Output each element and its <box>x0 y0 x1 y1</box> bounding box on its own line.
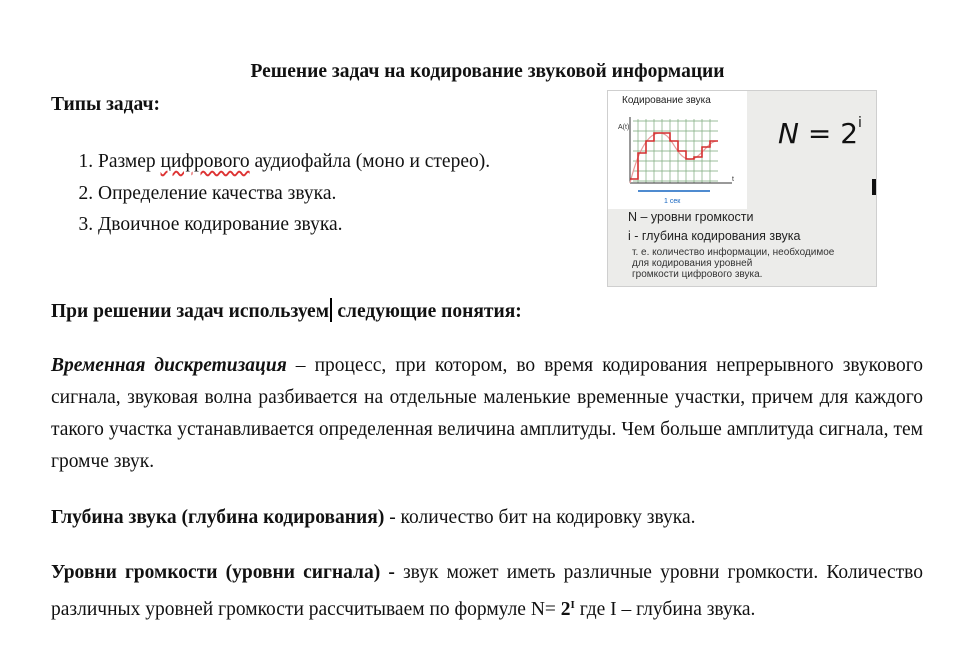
span-label: 1 сек <box>664 198 681 205</box>
spellcheck-underlined-word[interactable]: цифрового <box>160 151 250 172</box>
list-item-text: Определение качества звука. <box>98 182 337 204</box>
waveform-chart <box>608 91 747 209</box>
task-types-list <box>52 146 490 241</box>
paragraph-time-discretization <box>51 350 923 478</box>
heading-text: следующие понятия: <box>332 301 522 322</box>
definition-tail: где I – глубина звука. <box>574 599 756 620</box>
document-title: Решение задач на кодирование звуковой информации <box>250 61 725 82</box>
formula-base: 2 <box>560 599 571 620</box>
formula-base: = 2 <box>798 117 859 150</box>
list-item-text: аудиофайла (моно и стерео). <box>249 151 491 172</box>
formula-exponent: i <box>858 115 862 131</box>
term: Глубина звука (глубина кодирования) <box>51 507 385 528</box>
term: Уровни громкости (уровни сигнала) - <box>51 562 395 583</box>
text-cursor <box>330 298 332 322</box>
x-axis-label: t <box>732 176 734 183</box>
y-axis-label: A(t) <box>618 124 630 131</box>
term: Временная дискретизация <box>51 355 287 376</box>
heading-text: При решении задач используем <box>51 301 329 322</box>
concepts-heading <box>51 298 522 323</box>
figure-small-note: т. е. количество информации, необходимое <box>632 247 835 258</box>
digital-wave <box>630 133 718 179</box>
figure-note: i - глубина кодирования звука <box>628 229 801 243</box>
definition: звук может иметь различные уровни громкости. Количество различных уровней громкости рассчитываем по формуле N= <box>51 562 923 620</box>
formula-n: N <box>778 117 799 150</box>
list-item-text: Размер <box>98 151 161 172</box>
list-item <box>98 146 490 178</box>
list-item <box>98 209 490 241</box>
paragraph-sound-depth <box>51 502 923 534</box>
list-item-text: Двоичное кодирование звука. <box>98 214 343 235</box>
paragraph-volume-levels <box>51 557 923 626</box>
resize-handle[interactable] <box>872 179 876 195</box>
formula-exponent: I <box>570 599 575 611</box>
sound-coding-figure <box>607 90 877 287</box>
figure-note: N – уровни громкости <box>628 210 754 224</box>
formula <box>778 115 862 150</box>
types-heading: Типы задач: <box>51 94 161 115</box>
definition: - количество бит на кодировку звука. <box>384 507 696 528</box>
list-item <box>98 178 490 210</box>
figure-title: Кодирование звука <box>622 95 711 106</box>
figure-small-note: для кодирования уровней <box>632 258 753 269</box>
definition: – процесс, при котором, во время кодирования непрерывного звукового сигнала, звуковая волна разбивается на отдельные маленькие временные участки, причем для каждого такого участка устанавливается определенная величина амплитуды. Чем больше амплитуда сигнала, тем громче звук. <box>51 355 924 472</box>
figure-small-note: громкости цифрового звука. <box>632 269 763 280</box>
